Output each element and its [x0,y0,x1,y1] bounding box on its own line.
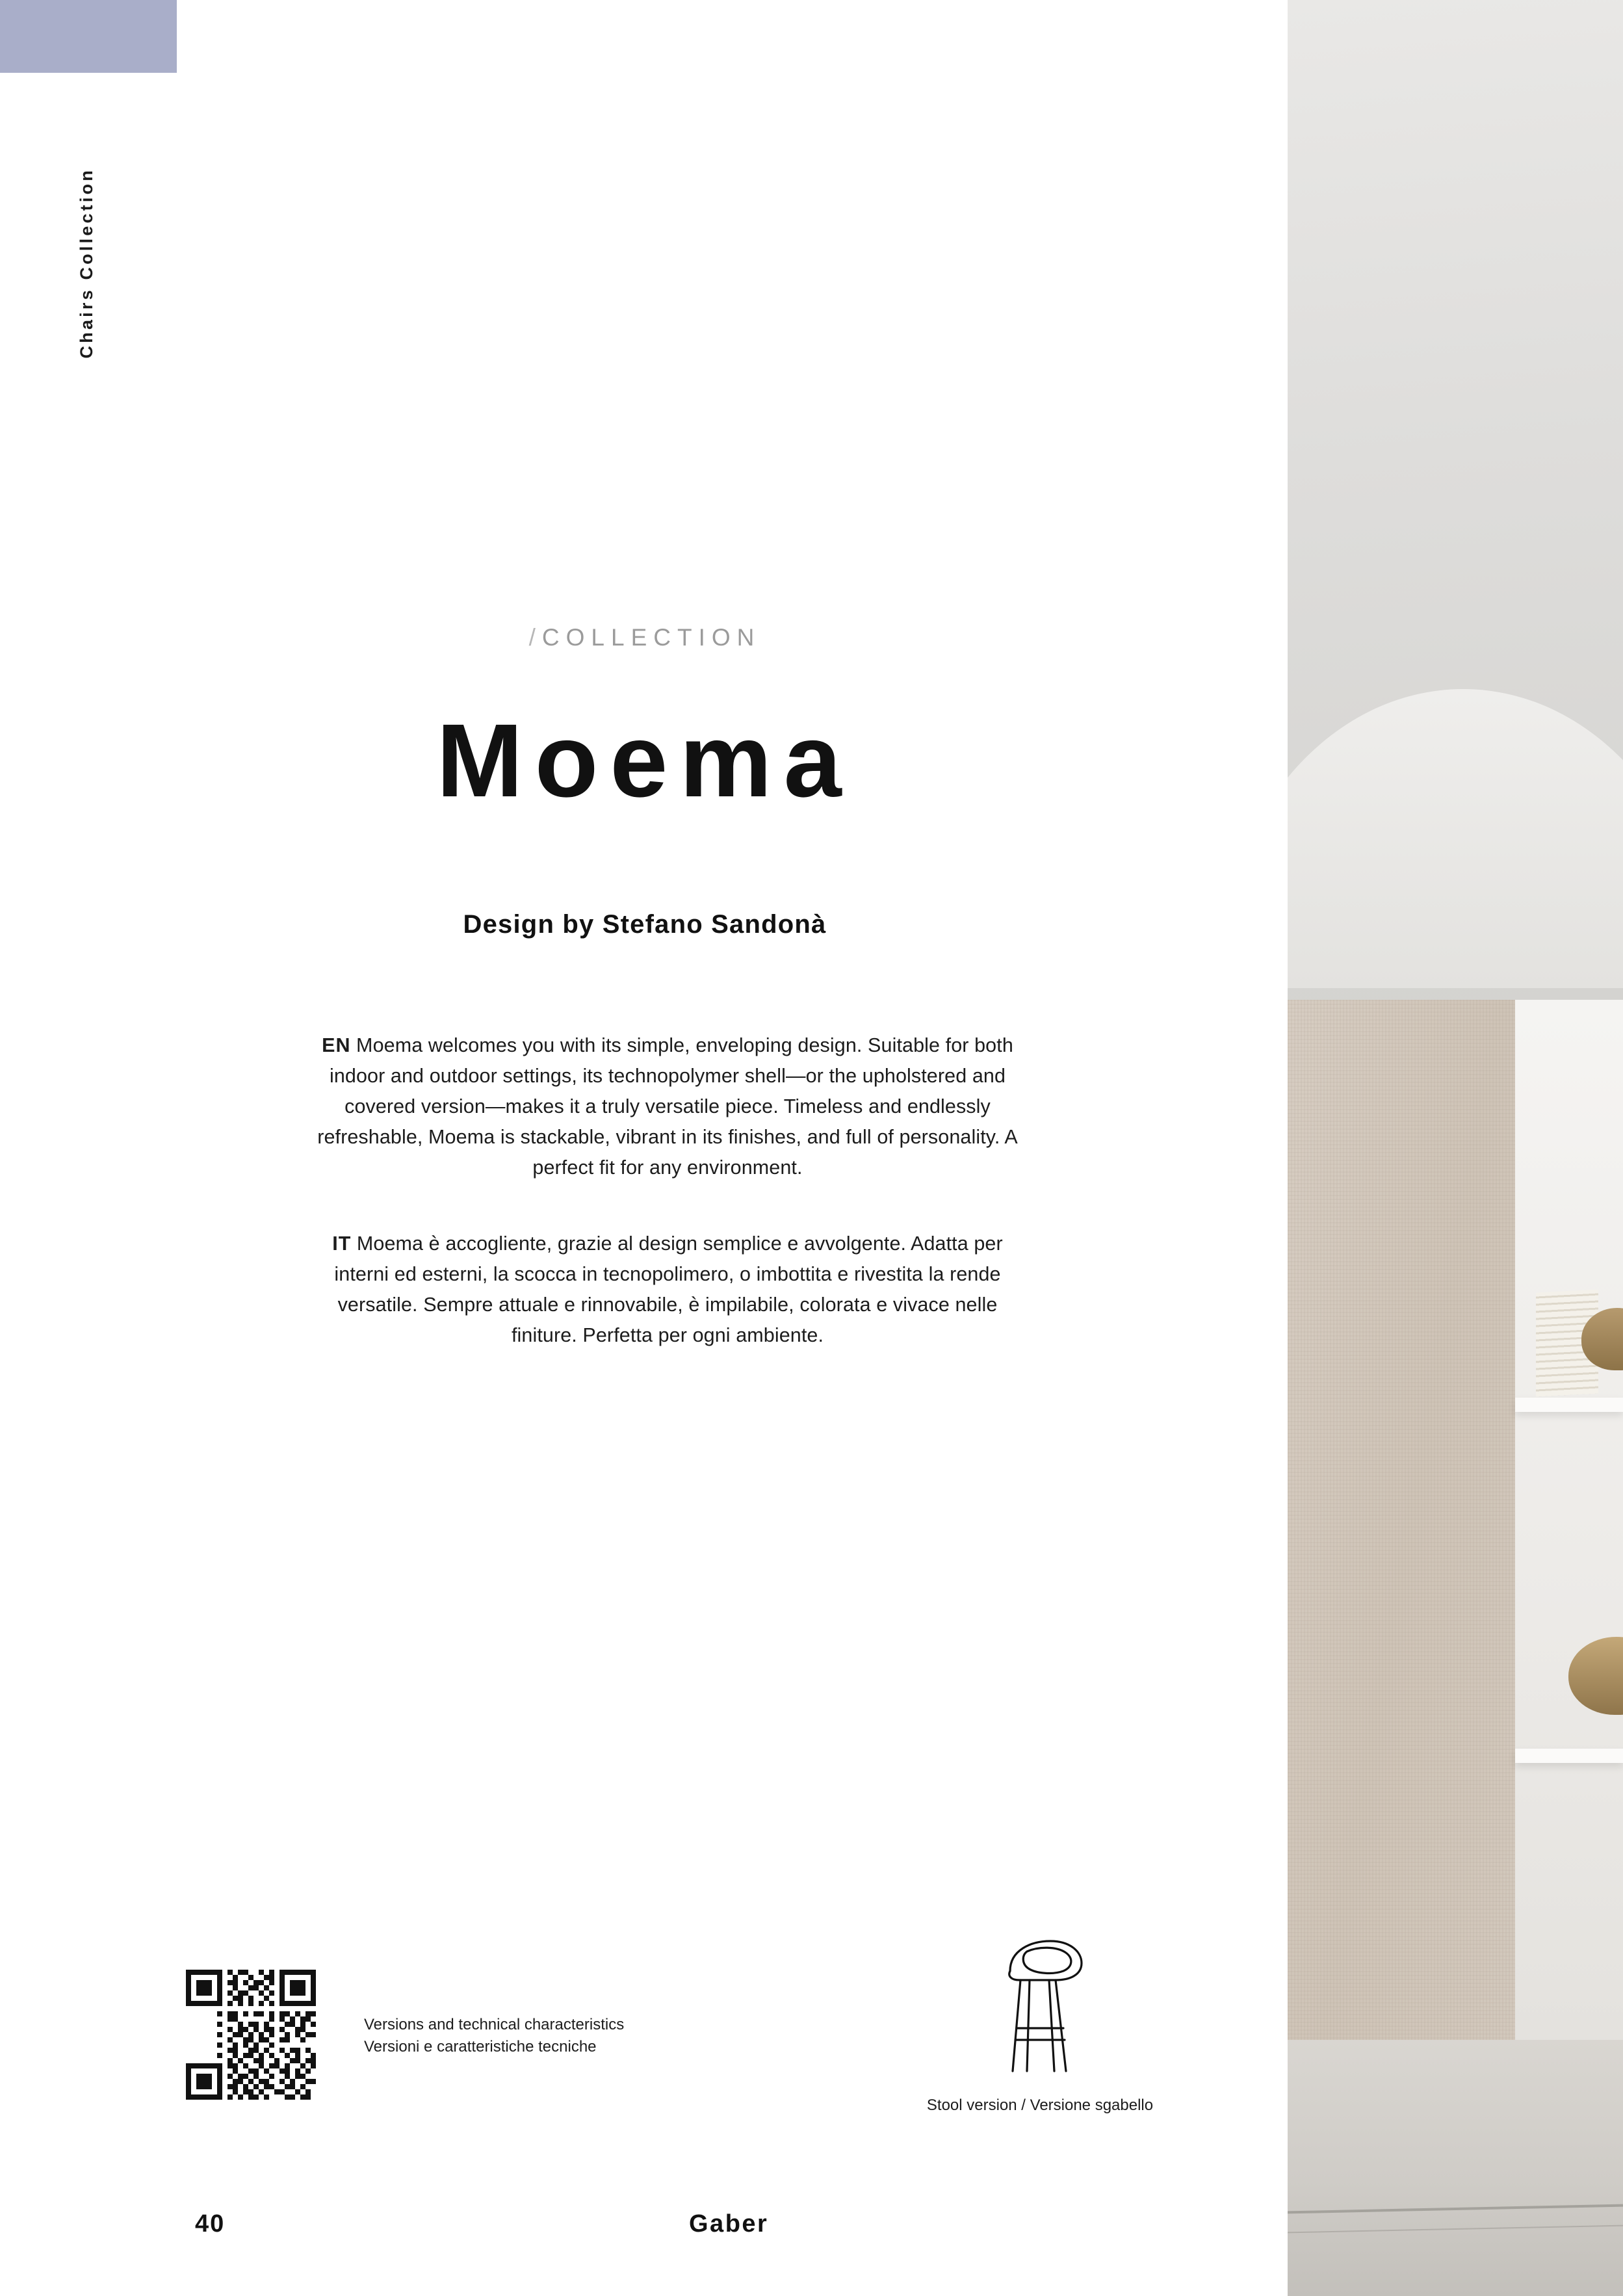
brand-name: Gaber [689,2210,769,2237]
stool-chair-svg [993,1937,1091,2077]
photo-arch-shape [1288,689,1623,988]
photo-shelf-board [1515,1398,1623,1412]
description-it [317,1229,1019,1351]
designer-credit: Design by Stefano Sandonà [463,910,827,939]
language-tag-it: IT [332,1233,352,1255]
photo-floor [1288,2040,1623,2296]
qr-caption-it: Versioni e caratteristiche tecniche [364,2038,597,2055]
qr-caption-en: Versions and technical characteristics [364,2016,625,2033]
photo-shelf-board [1515,1749,1623,1763]
page-number: 40 [195,2210,226,2237]
stool-caption: Stool version / Versione sgabello [926,2096,1154,2114]
description-en [317,1030,1019,1183]
photo-shelf-wall [1515,1000,1623,2040]
qr-caption [364,2014,767,2058]
collection-kicker [177,624,1113,651]
qr-code-svg [186,1970,316,2100]
page-title: Moema [436,702,853,818]
kicker-label: COLLECTION [541,624,761,651]
kicker-slash: / [528,624,542,651]
description-en-text: Moema welcomes you with its simple, enveloping design. Suitable for both indoor and outdoor settings, its technopolymer shell—or the upholstered and covered version—makes it a truly versatile piece. Timeless and endlessly refreshable, Moema is stackable, vibrant in its finishes, and full of personality. A perfect fit for any environment. [317,1034,1018,1179]
description-it-text: Moema è accogliente, grazie al design semplice e avvolgente. Adatta per interni ed esterni, la scocca in tecnopolimero, o imbottita e rivestita la rende versatile. Sempre attuale e rinnovabile, è impilabile, colorata e vivace nelle finiture. Perfetta per ogni ambiente. [334,1233,1003,1346]
qr-code-icon[interactable] [186,1970,316,2100]
stool-chair-icon [993,1937,1091,2077]
corner-color-block [0,0,177,73]
section-vertical-label: Chairs Collection [77,168,96,359]
interior-photo [1288,0,1623,2296]
language-tag-en: EN [322,1034,351,1056]
